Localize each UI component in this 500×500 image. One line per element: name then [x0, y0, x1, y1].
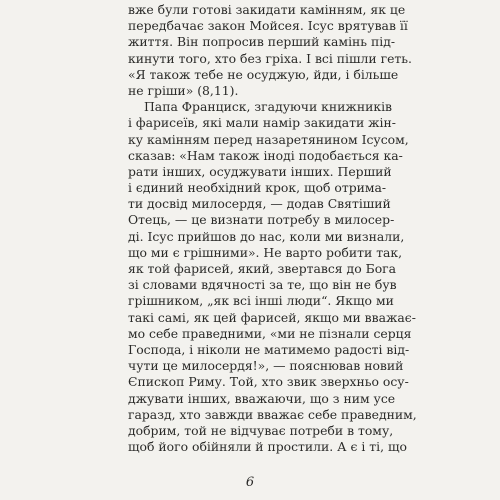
page-number: 6 [245, 475, 255, 490]
text-line-20: такі самі, як цей фарисей, якщо ми вважає- [128, 309, 416, 325]
text-line-1: вже були готові закидати камінням, як це [128, 2, 406, 17]
text-line-4: кинути того, хто без гріха. І всі пішли геть. [128, 50, 412, 66]
text-line-11: рати інших, осуджувати інших. Перший [128, 163, 392, 179]
text-line-6: не гріши» (8,11). [128, 82, 239, 98]
text-line-3: життя. Він попросив перший камінь під- [128, 34, 396, 50]
text-line-12: і єдиний необхідний крок, щоб отрима- [128, 180, 387, 196]
text-line-26: гаразд, хто завжди вважає себе праведним, [128, 406, 417, 422]
text-line-27: добрим, той не відчуває потреби в тому, [128, 422, 394, 438]
text-line-23: чути це милосердя!», — пояснював новий [128, 358, 404, 374]
text-line-10: сказав: «Нам також іноді подобається ка- [128, 147, 403, 163]
text-line-24: Єпископ Риму. Той, хто звик зверхньо осу- [128, 374, 409, 390]
text-line-8: і фарисеїв, які мали намір закидати жін- [128, 115, 396, 131]
text-line-7: Папа Франциск, згадуючи книжників [144, 99, 393, 115]
text-line-25: джувати інших, вважаючи, що з ним усе [128, 390, 396, 406]
text-line-18: зі словами вдячності за те, що він не був [128, 277, 397, 293]
text-line-19: грішником, „як всі інші люди“. Якщо ми [128, 293, 394, 309]
text-line-13: ти досвід милосердя, — додав Святіший [128, 196, 391, 212]
text-line-21: мо себе праведними, «ми не пізнали серця [128, 325, 412, 341]
text-line-2: передбачає закон Мойсея. Ісус врятував її [128, 18, 408, 34]
text-line-17: як той фарисей, який, звертався до Бога [128, 261, 397, 276]
text-line-16: що ми є грішними». Не варто робити так, [128, 244, 403, 260]
text-line-5: «Я також тебе не осуджую, йди, і більше [128, 66, 399, 82]
text-line-14: Отець, — це визнати потребу в милосер- [128, 212, 395, 228]
text-line-22: Господа, і ніколи не матимемо радості від- [128, 341, 410, 357]
text-line-28: щоб його обійняли й простили. А є і ті, що [128, 439, 407, 455]
text-line-15: ді. Ісус прийшов до нас, коли ми визнали, [128, 228, 405, 244]
text-line-9: ку камінням перед назаретянином Ісусом, [128, 131, 409, 147]
body-text [128, 2, 417, 455]
